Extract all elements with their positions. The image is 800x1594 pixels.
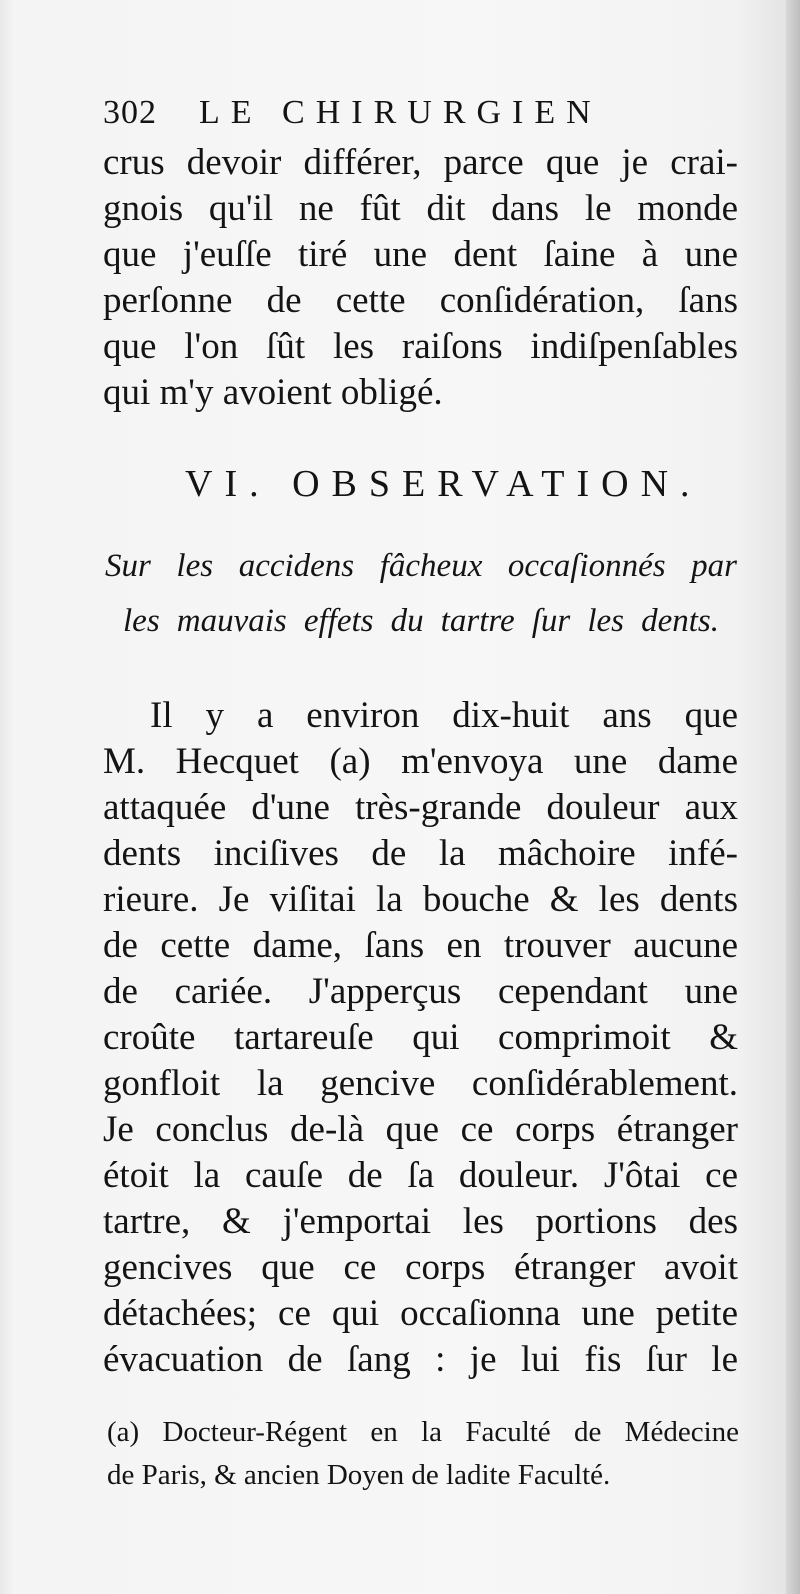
page-number: 302: [103, 94, 157, 131]
text-line: détachées; ce qui occaſionna une petite: [103, 1293, 738, 1334]
text-line: que l'on ſût les raiſons indiſpenſables: [103, 326, 738, 367]
section-subtitle-line: Sur les accidens fâcheux occaſionnés par: [105, 548, 737, 584]
page-gutter-shadow: [786, 0, 800, 1594]
text-line: Je conclus de-là que ce corps étranger: [103, 1109, 738, 1150]
footnote-line: (a) Docteur-Régent en la Faculté de Médecine: [107, 1416, 739, 1448]
text-line: de cariée. J'apperçus cependant une: [103, 971, 738, 1012]
text-line: dents inciſives de la mâchoire infé-: [103, 833, 738, 874]
text-line: évacuation de ſang : je lui fis ſur le: [103, 1339, 738, 1380]
footnote-line-last: de Paris, & ancien Doyen de ladite Faculté.: [107, 1459, 611, 1491]
text-line-indent: Il y a environ dix-huit ans que: [150, 695, 738, 736]
running-head: [103, 85, 663, 141]
section-subtitle-line: les mauvais effets du tartre ſur les dents.: [123, 603, 719, 639]
text-line: gonfloit la gencive conſidérablement.: [103, 1063, 738, 1104]
text-line: crus devoir différer, parce que je crai-: [103, 142, 738, 183]
text-line: attaquée d'une très-grande douleur aux: [103, 787, 738, 828]
section-title: VI. OBSERVATION.: [185, 463, 702, 505]
running-head-title: LE CHIRURGIEN: [199, 94, 602, 131]
text-line: tartre, & j'emportai les portions des: [103, 1201, 738, 1242]
text-line-last: qui m'y avoient obligé.: [103, 372, 443, 413]
text-line: M. Hecquet (a) m'envoya une dame: [103, 741, 738, 782]
text-line: étoit la cauſe de ſa douleur. J'ôtai ce: [103, 1155, 738, 1196]
text-line: de cette dame, ſans en trouver aucune: [103, 925, 738, 966]
text-line: gencives que ce corps étranger avoit: [103, 1247, 738, 1288]
text-line: gnois qu'il ne fût dit dans le monde: [103, 188, 738, 229]
text-line: que j'euſſe tiré une dent ſaine à une: [103, 234, 738, 275]
text-line: rieure. Je viſitai la bouche & les dents: [103, 879, 738, 920]
text-line: croûte tartareuſe qui comprimoit &: [103, 1017, 738, 1058]
text-line: perſonne de cette conſidération, ſans: [103, 280, 738, 321]
